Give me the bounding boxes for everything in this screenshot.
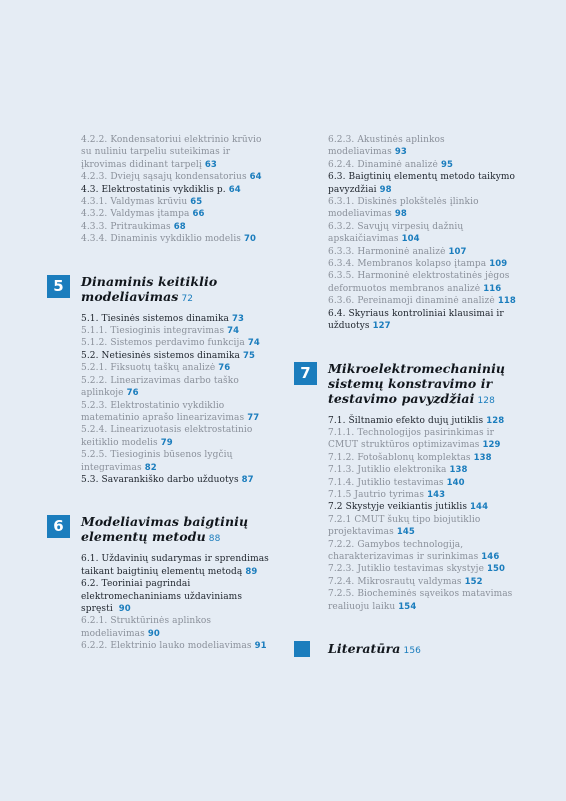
toc-entry-5-2-3[interactable] (81, 400, 281, 425)
toc-entry-4-3-1[interactable] (81, 196, 281, 208)
toc-entry-4-3-4[interactable] (81, 233, 281, 245)
toc-entry-title: 6.3. Baigtinių elementų metodo taikymo pavyzdžiai (328, 172, 516, 195)
chapter-title-text: Modeliavimas baigtinių elementų metodu (81, 514, 249, 545)
toc-entry-title: 4.3. Elektrostatinis vykdiklis p. (81, 184, 226, 195)
toc-entry-title: 5.3. Savarankiško darbo užduotys (81, 474, 239, 485)
toc-entry-page-number: 74 (247, 338, 260, 349)
toc-entry-6-2-2[interactable] (81, 640, 281, 652)
toc-entry-page-number: 116 (483, 283, 502, 294)
toc-entry-7-2-1[interactable] (328, 514, 528, 539)
toc-entry-7-2-3[interactable] (328, 563, 528, 575)
toc-entry-5-2-1[interactable] (81, 362, 281, 374)
toc-entry-5-3[interactable] (81, 474, 281, 486)
toc-entry-page-number: 143 (427, 489, 446, 500)
toc-entry-page-number: 104 (401, 234, 420, 245)
toc-entry-title: 6.3.2. Savųjų virpesių dažnių apskaičiavimas (328, 221, 464, 245)
toc-entry-title: 5.2. Netiesinės sistemos dinamika (81, 350, 240, 361)
toc-entry-5-1-1[interactable] (81, 325, 281, 337)
toc-entry-page-number: 68 (173, 221, 186, 232)
toc-entry-page-number: 70 (244, 234, 257, 245)
toc-entry-6-2-3[interactable] (328, 134, 528, 159)
toc-entry-page-number: 144 (470, 502, 489, 513)
toc-entry-page-number: 129 (482, 440, 501, 451)
toc-entry-title: 6.3.6. Pereinamoji dinaminė analizė (328, 296, 495, 307)
toc-entry-title: 7.1.1. Technologijos pasirinkimas ir CMUT struktūros optimizavimas (328, 427, 495, 451)
toc-entry-title: 5.2.3. Elektrostatinio vykdiklio matematinio aprašo linearizavimas (81, 400, 245, 423)
chapter-6-heading[interactable] (47, 514, 281, 547)
toc-entry-6-3-4[interactable] (328, 258, 528, 270)
toc-entry-4-2-2[interactable] (81, 134, 281, 171)
toc-entry-title: 6.2.1. Struktūrinės aplinkos modeliavimas (81, 616, 212, 639)
toc-entry-7-1-5[interactable] (328, 489, 528, 501)
toc-entry-title: 6.2.3. Akustinės aplinkos modeliavimas (328, 135, 445, 158)
toc-entry-title: 4.3.2. Valdymas įtampa (81, 209, 190, 220)
toc-entry-page-number: 79 (160, 437, 173, 448)
toc-entry-title: 7.2.5. Biocheminės sąveikos matavimas realiuoju laiku (328, 589, 513, 612)
toc-entry-title: 6.2.4. Dinaminė analizė (328, 159, 438, 170)
chapter-number-badge: 5 (47, 275, 70, 298)
chapter-number-badge: 7 (294, 362, 317, 385)
toc-entry-title: 6.1. Uždavinių sudarymas ir sprendimas taikant baigtinių elementų metodą (81, 554, 269, 577)
section-spacer (81, 486, 281, 514)
toc-entry-6-4[interactable] (328, 308, 528, 333)
toc-entry-page-number: 109 (489, 259, 508, 270)
chapter-title (81, 274, 281, 307)
toc-entry-title: 6.3.4. Membranos kolapso įtampa (328, 259, 487, 270)
chapter-title (328, 641, 528, 659)
toc-entry-title: 6.4. Skyriaus kontroliniai klausimai ir užduotys (328, 308, 504, 332)
toc-entry-7-1-2[interactable] (328, 452, 528, 464)
toc-entry-7-2-2[interactable] (328, 539, 528, 564)
toc-left-column (53, 134, 281, 653)
section-spacer (81, 246, 281, 274)
toc-entry-4-3[interactable] (81, 184, 281, 196)
chapter-title-text: Mikroelektromechaninių sistemų konstravimo ir testavimo pavyzdžiai (328, 360, 506, 406)
chapter-marker-square (294, 641, 310, 657)
toc-entry-title: 5.1. Tiesinės sistemos dinamika (81, 313, 229, 324)
chapter-number-badge: 6 (47, 515, 70, 538)
toc-entry-6-3-1[interactable] (328, 196, 528, 221)
chapter-7-heading[interactable] (294, 361, 528, 409)
toc-entry-6-3-6[interactable] (328, 295, 528, 307)
toc-entry-title: 4.2.3. Dviejų sąsajų kondensatorius (81, 172, 247, 183)
chapter-title-text: Literatūra (328, 641, 401, 656)
toc-entry-title: 7.2.2. Gamybos technologija, charakterizavimas ir surinkimas (328, 539, 479, 562)
toc-entry-7-1-4[interactable] (328, 477, 528, 489)
toc-entry-page-number: 145 (396, 527, 415, 538)
toc-entry-page-number: 74 (227, 326, 240, 337)
toc-entry-page-number: 82 (144, 462, 157, 473)
toc-entry-title: 7.2.1 CMUT šukų tipo biojutiklio projektavimas (328, 514, 481, 538)
toc-entry-title: 5.2.2. Linearizavimas darbo taško aplinkoje (81, 375, 239, 399)
toc-entry-title: 4.3.3. Pritraukimas (81, 221, 171, 232)
chapter-5-heading[interactable] (47, 274, 281, 307)
toc-entry-title: 5.2.1. Fiksuotų taškų analizė (81, 363, 216, 374)
toc-entry-page-number: 89 (245, 566, 258, 577)
toc-entry-title: 4.3.1. Valdymas krūviu (81, 197, 188, 208)
toc-entry-title: 6.2.2. Elektrinio lauko modeliavimas (81, 641, 252, 652)
toc-entry-5-2-2[interactable] (81, 375, 281, 400)
section-spacer (328, 613, 528, 641)
chapter-page-number: 72 (181, 293, 194, 304)
toc-entry-page-number: 140 (446, 477, 465, 488)
toc-entry-7-2-4[interactable] (328, 576, 528, 588)
toc-entry-5-1-2[interactable] (81, 337, 281, 349)
toc-entry-page-number: 91 (254, 641, 267, 652)
toc-entry-page-number: 64 (249, 172, 262, 183)
toc-entry-page-number: 76 (218, 363, 231, 374)
section-spacer (328, 333, 528, 361)
toc-entry-page-number: 65 (190, 197, 203, 208)
chapter-literature-heading[interactable] (294, 641, 528, 659)
toc-entry-page-number: 66 (192, 209, 205, 220)
toc-entry-page-number: 77 (247, 412, 260, 423)
chapter-page-number: 88 (208, 534, 221, 545)
toc-entry-title: 7.2.4. Mikrosrautų valdymas (328, 576, 462, 587)
toc-entry-title: 6.3.1. Diskinės plokštelės įlinkio modeliavimas (328, 197, 479, 220)
toc-entry-title: 7.2.3. Jutiklio testavimas skystyje (328, 564, 484, 575)
toc-entry-6-1[interactable] (81, 553, 281, 578)
toc-entry-page-number: 146 (481, 551, 500, 562)
toc-entry-5-2-5[interactable] (81, 449, 281, 474)
toc-entry-title: 6.3.5. Harmoninė elektrostatinės jėgos deformuotos membranos analizė (328, 271, 510, 294)
toc-entry-page-number: 87 (241, 474, 254, 485)
toc-entry-page-number: 152 (464, 576, 483, 587)
toc-entry-7-1-3[interactable] (328, 464, 528, 476)
toc-entry-title: 7.1.3. Jutiklio elektronika (328, 465, 447, 476)
toc-entry-6-3-5[interactable] (328, 270, 528, 295)
toc-entry-title: 6.2. Teoriniai pagrindai elektromechaniniams uždaviniams spręsti (81, 579, 243, 614)
toc-entry-7-2-5[interactable] (328, 588, 528, 613)
toc-entry-page-number: 98 (394, 209, 407, 220)
toc-entry-page-number: 63 (204, 159, 217, 170)
toc-entry-title: 7.1.4. Jutiklio testavimas (328, 477, 444, 488)
toc-entry-page-number: 138 (473, 452, 492, 463)
toc-entry-6-2-1[interactable] (81, 615, 281, 640)
toc-entry-title: 4.3.4. Dinaminis vykdiklio modelis (81, 234, 242, 245)
toc-entry-page-number: 107 (448, 246, 467, 257)
toc-entry-page-number: 64 (228, 184, 241, 195)
toc-entry-6-2[interactable] (81, 578, 281, 615)
chapter-title (328, 361, 528, 409)
toc-entry-6-3[interactable] (328, 171, 528, 196)
toc-entry-6-2-4[interactable] (328, 159, 528, 171)
toc-entry-page-number: 127 (372, 321, 391, 332)
toc-entry-5-1[interactable] (81, 313, 281, 325)
toc-entry-title: 7.1.5 Jautrio tyrimas (328, 489, 425, 500)
toc-entry-page-number: 90 (118, 603, 131, 614)
toc-entry-7-2[interactable] (328, 501, 528, 513)
toc-entry-page-number: 73 (231, 313, 244, 324)
toc-entry-page-number: 150 (487, 564, 506, 575)
toc-entry-title: 5.1.2. Sistemos perdavimo funkcija (81, 338, 245, 349)
toc-entry-page-number: 93 (394, 147, 407, 158)
toc-entry-6-3-3[interactable] (328, 246, 528, 258)
toc-entry-page-number: 128 (486, 415, 505, 426)
toc-entry-title: 7.1. Šiltnamio efekto dujų jutiklis (328, 415, 484, 426)
toc-entry-title: 5.2.5. Tiesioginis būsenos lygčių integravimas (81, 450, 233, 473)
toc-entry-title: 7.1.2. Fotošablonų komplektas (328, 452, 471, 463)
toc-entry-5-2[interactable] (81, 350, 281, 362)
toc-entry-page-number: 98 (379, 184, 392, 195)
toc-right-column (300, 134, 528, 659)
toc-entry-title: 5.1.1. Tiesioginis integravimas (81, 326, 225, 337)
toc-entry-page-number: 95 (440, 159, 453, 170)
toc-entry-7-1-1[interactable] (328, 427, 528, 452)
toc-entry-4-3-2[interactable] (81, 208, 281, 220)
toc-entry-7-1[interactable] (328, 415, 528, 427)
toc-entry-6-3-2[interactable] (328, 221, 528, 246)
chapter-title-text: Dinaminis keitiklio modeliavimas (81, 273, 218, 304)
toc-entry-title: 6.3.3. Harmoninė analizė (328, 246, 446, 257)
toc-entry-4-2-3[interactable] (81, 171, 281, 183)
toc-entry-page-number: 90 (147, 628, 160, 639)
toc-entry-5-2-4[interactable] (81, 424, 281, 449)
toc-entry-title: 5.2.4. Linearizuotasis elektrostatinio keitiklio modelis (81, 425, 253, 448)
toc-entry-page-number: 118 (497, 296, 516, 307)
toc-entry-title: 4.2.2. Kondensatoriui elektrinio krūvio su nuliniu tarpeliu suteikimas ir įkrovimas didinant tarpelį (81, 135, 262, 170)
toc-entry-page-number: 154 (398, 601, 417, 612)
toc-entry-4-3-3[interactable] (81, 221, 281, 233)
toc-entry-title: 7.2 Skystyje veikiantis jutiklis (328, 502, 468, 513)
toc-entry-page-number: 76 (126, 388, 139, 399)
toc-entry-page-number: 75 (242, 350, 256, 361)
chapter-page-number: 128 (477, 395, 495, 406)
chapter-page-number: 156 (403, 646, 421, 656)
chapter-title (81, 514, 281, 547)
toc-entry-page-number: 138 (449, 465, 468, 476)
